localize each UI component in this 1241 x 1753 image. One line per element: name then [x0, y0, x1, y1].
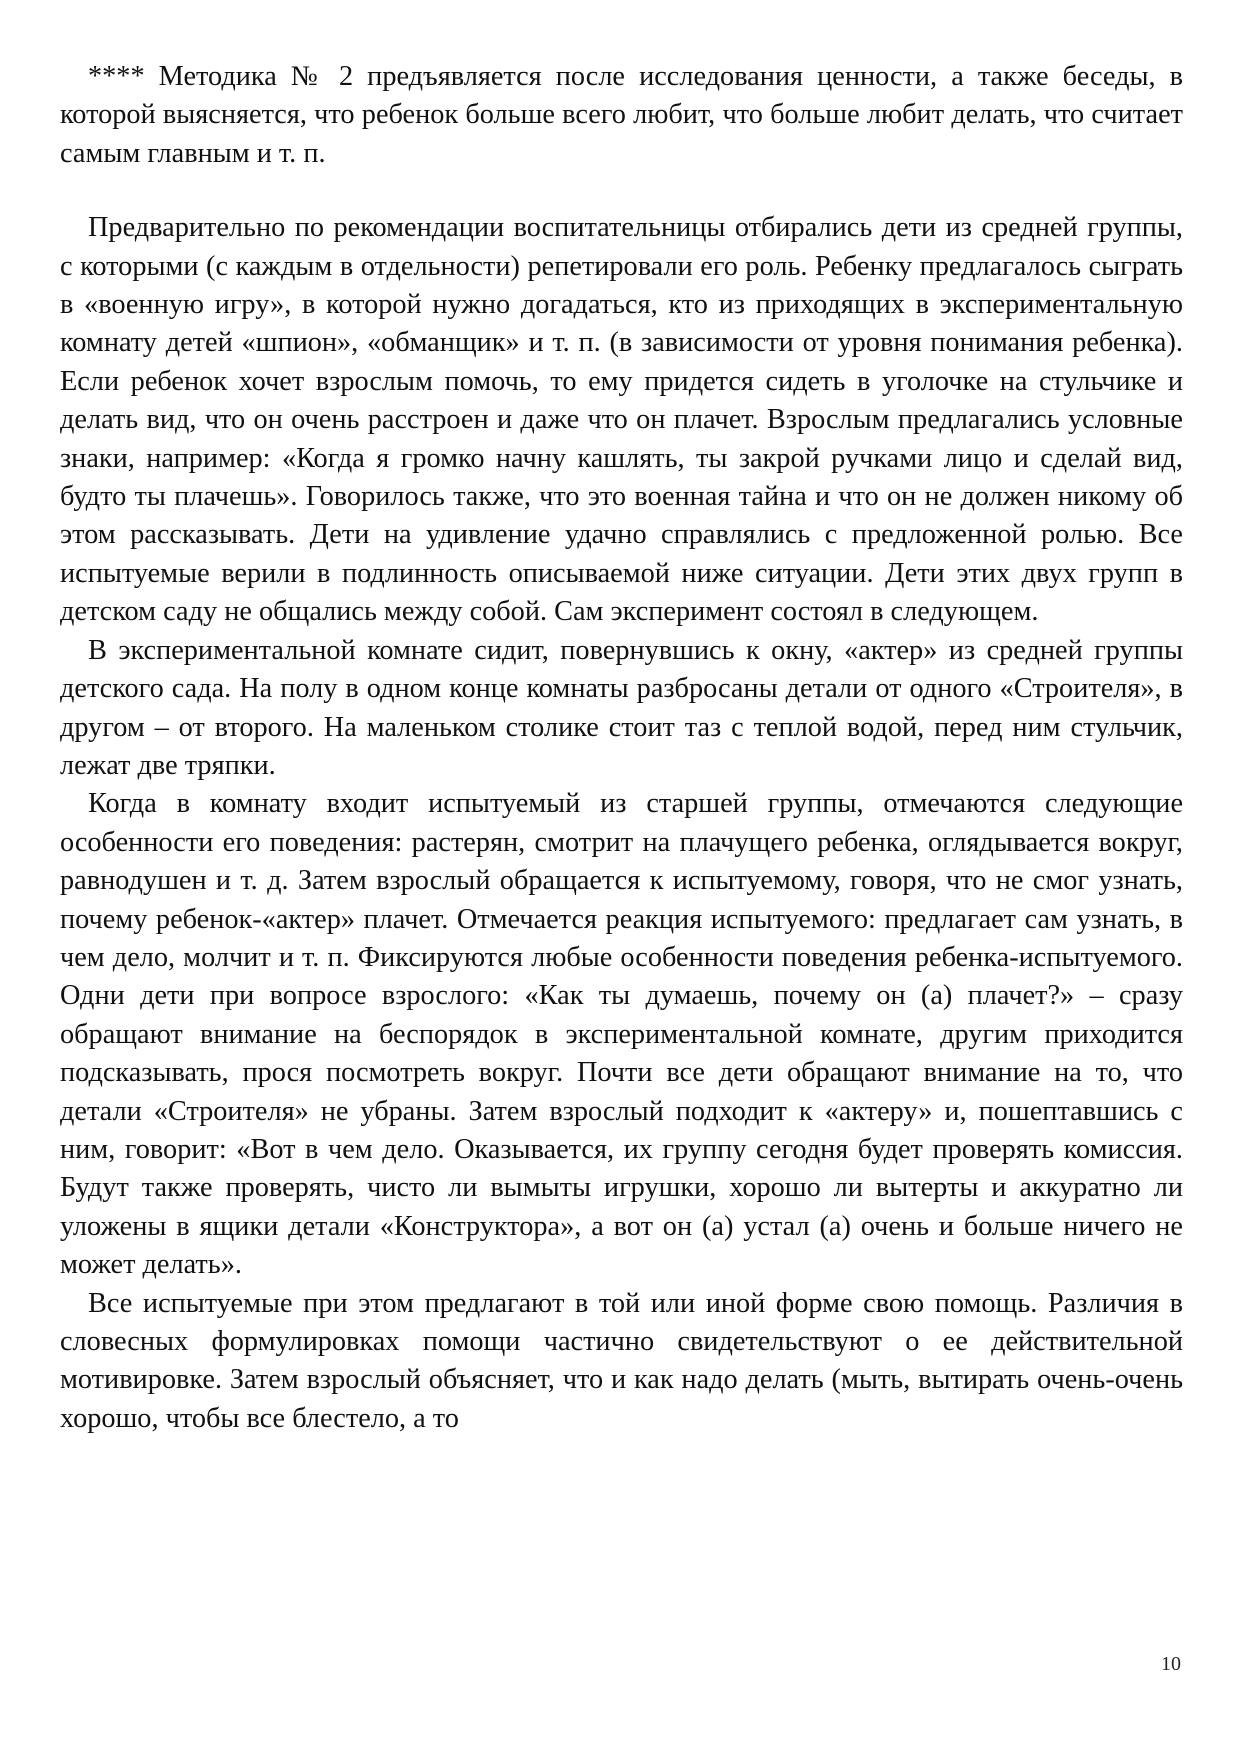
paragraph-room-setup: В экспериментальной комнате сидит, повернувшись к окну, «актер» из средней группы детского сада. На полу в одном конце комнаты разбросаны детали от одного «Строителя», в другом – от второго. На маленьком столике стоит таз с теплой водой, перед ним стульчик, лежат две тряпки.: [60, 634, 1183, 781]
body-text: [60, 58, 1183, 1438]
page-number: 10: [1161, 1653, 1181, 1675]
paragraph-help-offer: Все испытуемые при этом предлагают в той или иной форме свою помощь. Различия в словесных формулировках помощи частично свидетельствуют о ее действительной мотивировке. Затем взрослый объясняет, что и как надо делать (мыть, вытирать очень-очень хорошо, чтобы все блестело, а то: [60, 1287, 1183, 1434]
paragraph-subject-behavior: Когда в комнату входит испытуемый из старшей группы, отмечаются следующие особенности его поведения: растерян, смотрит на плачущего ребенка, оглядывается вокруг, равнодушен и т. д. Затем взрослый обращается к испытуемому, говоря, что не смог узнать, почему ребенок-«актер» плачет. Отмечается реакция испытуемого: предлагает сам узнать, в чем дело, молчит и т. п. Фиксируются любые особенности поведения ребенка-испытуемого. Одни дети при вопросе взрослого: «Как ты думаешь, почему он (а) плачет?» – сразу обращают внимание на беспорядок в экспериментальной комнате, другим приходится подсказывать, прося посмотреть вокруг. Почти все дети обращают внимание на то, что детали «Строителя» не убраны. Затем взрослый подходит к «актеру» и, пошептавшись с ним, говорит: «Вот в чем дело. Оказывается, их группу сегодня будет проверять комиссия. Будут также проверять, чисто ли вымыты игрушки, хорошо ли вытерты и аккуратно ли уложены в ящики детали «Конструктора», а вот он (а) устал (а) очень и больше ничего не может делать».: [60, 788, 1183, 1281]
paragraph-method-note: **** Методика № 2 предъявляется после исследования ценности, а также беседы, в которой выясняется, что ребенок больше всего любит, что больше любит делать, что считает самым главным и т. п.: [60, 61, 1183, 169]
paragraph-preparation: Предварительно по рекомендации воспитательницы отбирались дети из средней группы, с которыми (с каждым в отдельности) репетировали его роль. Ребенку предлагалось сыграть в «военную игру», в которой нужно догадаться, кто из приходящих в экспериментальную комнату детей «шпион», «обманщик» и т. п. (в зависимости от уровня понимания ребенка). Если ребенок хочет взрослым помочь, то ему придется сидеть в уголочке на стульчике и делать вид, что он очень расстроен и даже что он плачет. Взрослым предлагались условные знаки, например: «Когда я громко начну кашлять, ты закрой ручками лицо и сделай вид, будто ты плачешь». Говорилось также, что это военная тайна и что он не должен никому об этом рассказывать. Дети на удивление удачно справлялись с предложенной ролью. Все испытуемые верили в подлинность описываемой ниже ситуации. Дети этих двух групп в детском саду не общались между собой. Сам эксперимент состоял в следующем.: [60, 212, 1183, 628]
